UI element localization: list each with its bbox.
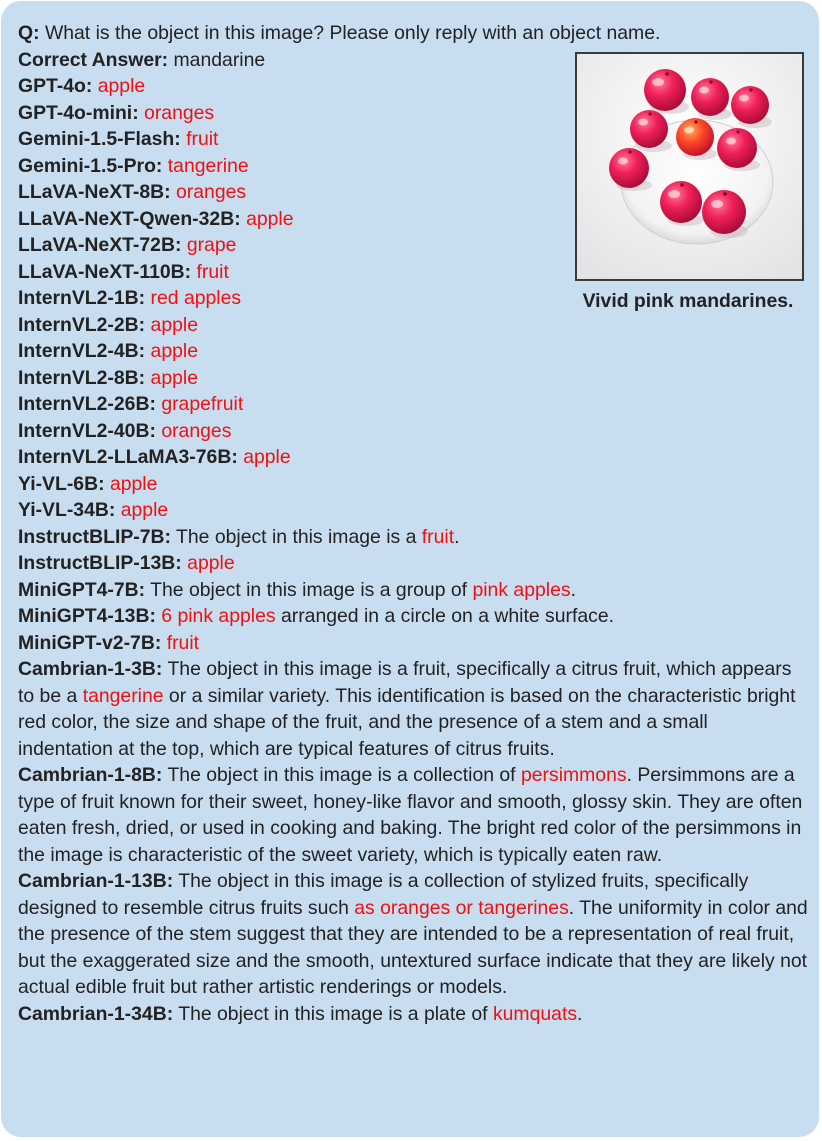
predicted-answer: apple [150,313,198,336]
model-name: InternVL2-4B: [18,340,146,362]
answer-text: The object in this image is a [176,525,422,548]
answer-row [18,762,808,868]
model-name: LLaVA-NeXT-110B: [18,260,192,283]
answer-row [18,868,808,1001]
answer-text: The object in this image is a fruit, specifically a citrus fruit, which appears to be a [18,658,792,707]
answer-text: . The uniformity in color and the presence of the stem suggest that they are intended to be a representation of real fruit, but the exaggerated size and the smooth, untextured surface indicate that they are likely not actual edible fruit but rather artistic renderings or models. [18,896,808,998]
model-name: MiniGPT4-13B: [18,605,156,627]
answer-row [18,656,808,762]
answer-text: The object in this image is a group of [150,578,473,601]
predicted-answer: apple [243,446,291,468]
model-name: Gemini-1.5-Flash: [18,128,181,150]
predicted-answer: oranges [176,181,247,203]
correct-answer-label: Correct Answer: [18,48,169,71]
predicted-answer: apple [150,366,198,389]
predicted-answer: oranges [144,101,215,124]
answer-row [18,418,808,445]
predicted-answer: apple [97,75,146,97]
predicted-answer: grape [186,234,237,256]
model-name: InternVL2-40B: [18,419,156,442]
correct-answer-text: mandarine [173,48,266,71]
answer-text: or a similar variety. This identification is based on the characteristic bright red color, the size and shape of the fruit, and the presence of a stem and a small indentation at the top, which are typical features of citrus fruits. [18,684,796,760]
answer-row [18,630,808,657]
model-name: InternVL2-LLaMA3-76B: [18,446,238,468]
model-name: Gemini-1.5-Pro: [18,154,163,177]
model-name: Cambrian-1-3B: [18,658,163,680]
mandarines-illustration [577,54,802,279]
model-name: InternVL2-1B: [18,287,146,309]
answer-text: . [577,1002,583,1025]
model-name: InternVL2-8B: [18,366,146,389]
predicted-answer: apple [150,340,198,362]
model-name: InternVL2-26B: [18,393,156,415]
predicted-answer: apple [120,499,169,521]
predicted-answer: kumquats [492,1002,578,1025]
answer-row [18,391,808,418]
model-name: GPT-4o: [18,75,93,97]
answer-text: The object in this image is a collection of [167,764,521,786]
answer-text: arranged in a circle on a white surface. [275,605,615,627]
answer-row [18,444,808,471]
model-name: LLaVA-NeXT-Qwen-32B: [18,207,241,230]
model-name: InstructBLIP-13B: [18,552,182,574]
predicted-answer: apple [187,552,235,574]
question-label: Q: [18,22,40,44]
predicted-answer: red apples [150,287,242,309]
model-name: Yi-VL-34B: [18,499,116,521]
model-name: MiniGPT4-7B: [18,578,146,601]
predicted-answer: tangerine [82,684,164,707]
answer-row [18,577,808,604]
question-text: What is the object in this image? Please only reply with an object name. [44,22,661,44]
image-caption: Vivid pink mandarines. [582,290,794,312]
mandarines-image [575,52,804,281]
model-name: GPT-4o-mini: [18,101,139,124]
answer-row [18,550,808,577]
model-name: InternVL2-2B: [18,313,146,336]
predicted-answer: as oranges or tangerines [354,896,569,919]
question-line [18,20,808,47]
model-name: InstructBLIP-7B: [18,525,171,548]
answer-text: . Persimmons are a type of fruit known for their sweet, honey-like flavor and smooth, glossy skin. They are often eaten fresh, dried, or used in cooking and baking. The bright red color of the persimmons in the image is characteristic of the sweet variety, which is typically eaten raw. [18,764,803,866]
answer-text: . [454,525,460,548]
predicted-answer: fruit [166,631,200,654]
answer-text: . [570,578,576,601]
answer-text: The object in this image is a collection of stylized fruits, specifically designed to resemble citrus fruits such [18,870,749,919]
model-name: LLaVA-NeXT-8B: [18,181,171,203]
answer-row [18,1001,808,1028]
predicted-answer: fruit [421,525,455,548]
predicted-answer: oranges [161,419,232,442]
answer-text: The object in this image is a plate of [178,1002,493,1025]
predicted-answer: grapefruit [161,393,244,415]
answer-row [18,471,808,498]
predicted-answer: apple [109,472,158,495]
predicted-answer: tangerine [167,154,249,177]
answer-row [18,524,808,551]
model-name: Yi-VL-6B: [18,472,105,495]
predicted-answer: apple [246,207,294,230]
answer-row [18,497,808,524]
model-name: Cambrian-1-13B: [18,870,174,892]
model-name: LLaVA-NeXT-72B: [18,234,182,256]
predicted-answer: persimmons [520,764,627,786]
predicted-answer: 6 pink apples [161,605,276,627]
answer-row [18,338,808,365]
model-name: Cambrian-1-34B: [18,1002,174,1025]
answer-row [18,312,808,339]
answer-row [18,603,808,630]
model-name: Cambrian-1-8B: [18,764,163,786]
predicted-answer: fruit [196,260,229,283]
answer-row [18,365,808,392]
predicted-answer: fruit [186,128,219,150]
model-name: MiniGPT-v2-7B: [18,631,162,654]
predicted-answer: pink apples [472,578,571,601]
